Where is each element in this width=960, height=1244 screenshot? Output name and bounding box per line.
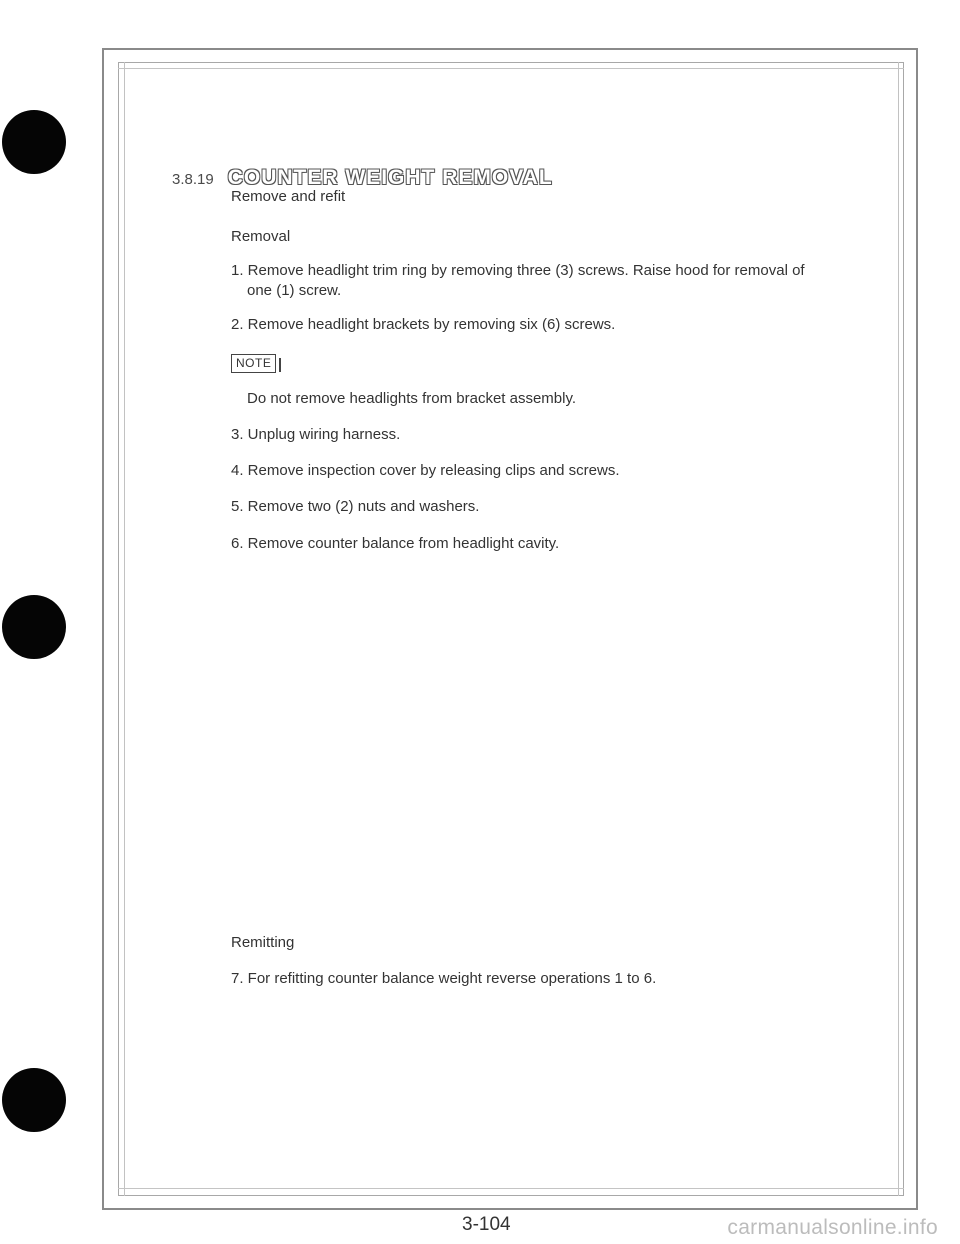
frame-rule-left <box>124 62 125 1196</box>
section-title: COUNTER WEIGHT REMOVAL <box>227 166 553 189</box>
refitting-heading: Remitting <box>231 934 295 951</box>
step-1: 1. Remove headlight trim ring by removing three (3) screws. Raise hood for removal of <box>231 262 805 279</box>
note-text: Do not remove headlights from bracket assembly. <box>247 390 577 407</box>
watermark: carmanualsonline.info <box>727 1216 938 1239</box>
step-2: 2. Remove headlight brackets by removing six (6) screws. <box>231 316 616 333</box>
step-4: 4. Remove inspection cover by releasing clips and screws. <box>231 462 620 479</box>
step-3: 3. Unplug wiring harness. <box>231 426 401 443</box>
section-subtitle: Remove and refit <box>231 188 346 205</box>
removal-heading: Removal <box>231 228 291 245</box>
step-1-continued: one (1) screw. <box>247 282 342 299</box>
binder-hole-bottom <box>2 1068 66 1132</box>
frame-rule-right <box>898 62 899 1196</box>
note-badge: NOTE <box>231 354 276 373</box>
section-heading <box>172 166 553 190</box>
step-5: 5. Remove two (2) nuts and washers. <box>231 498 480 515</box>
frame-rule-top <box>118 68 904 69</box>
section-number: 3.8.19 <box>172 171 214 188</box>
binder-hole-top <box>2 110 66 174</box>
step-7: 7. For refitting counter balance weight reverse operations 1 to 6. <box>231 970 657 987</box>
binder-hole-middle <box>2 595 66 659</box>
page-number: 3-104 <box>462 1214 511 1235</box>
frame-rule-bottom <box>118 1188 904 1189</box>
step-6: 6. Remove counter balance from headlight cavity. <box>231 535 560 552</box>
